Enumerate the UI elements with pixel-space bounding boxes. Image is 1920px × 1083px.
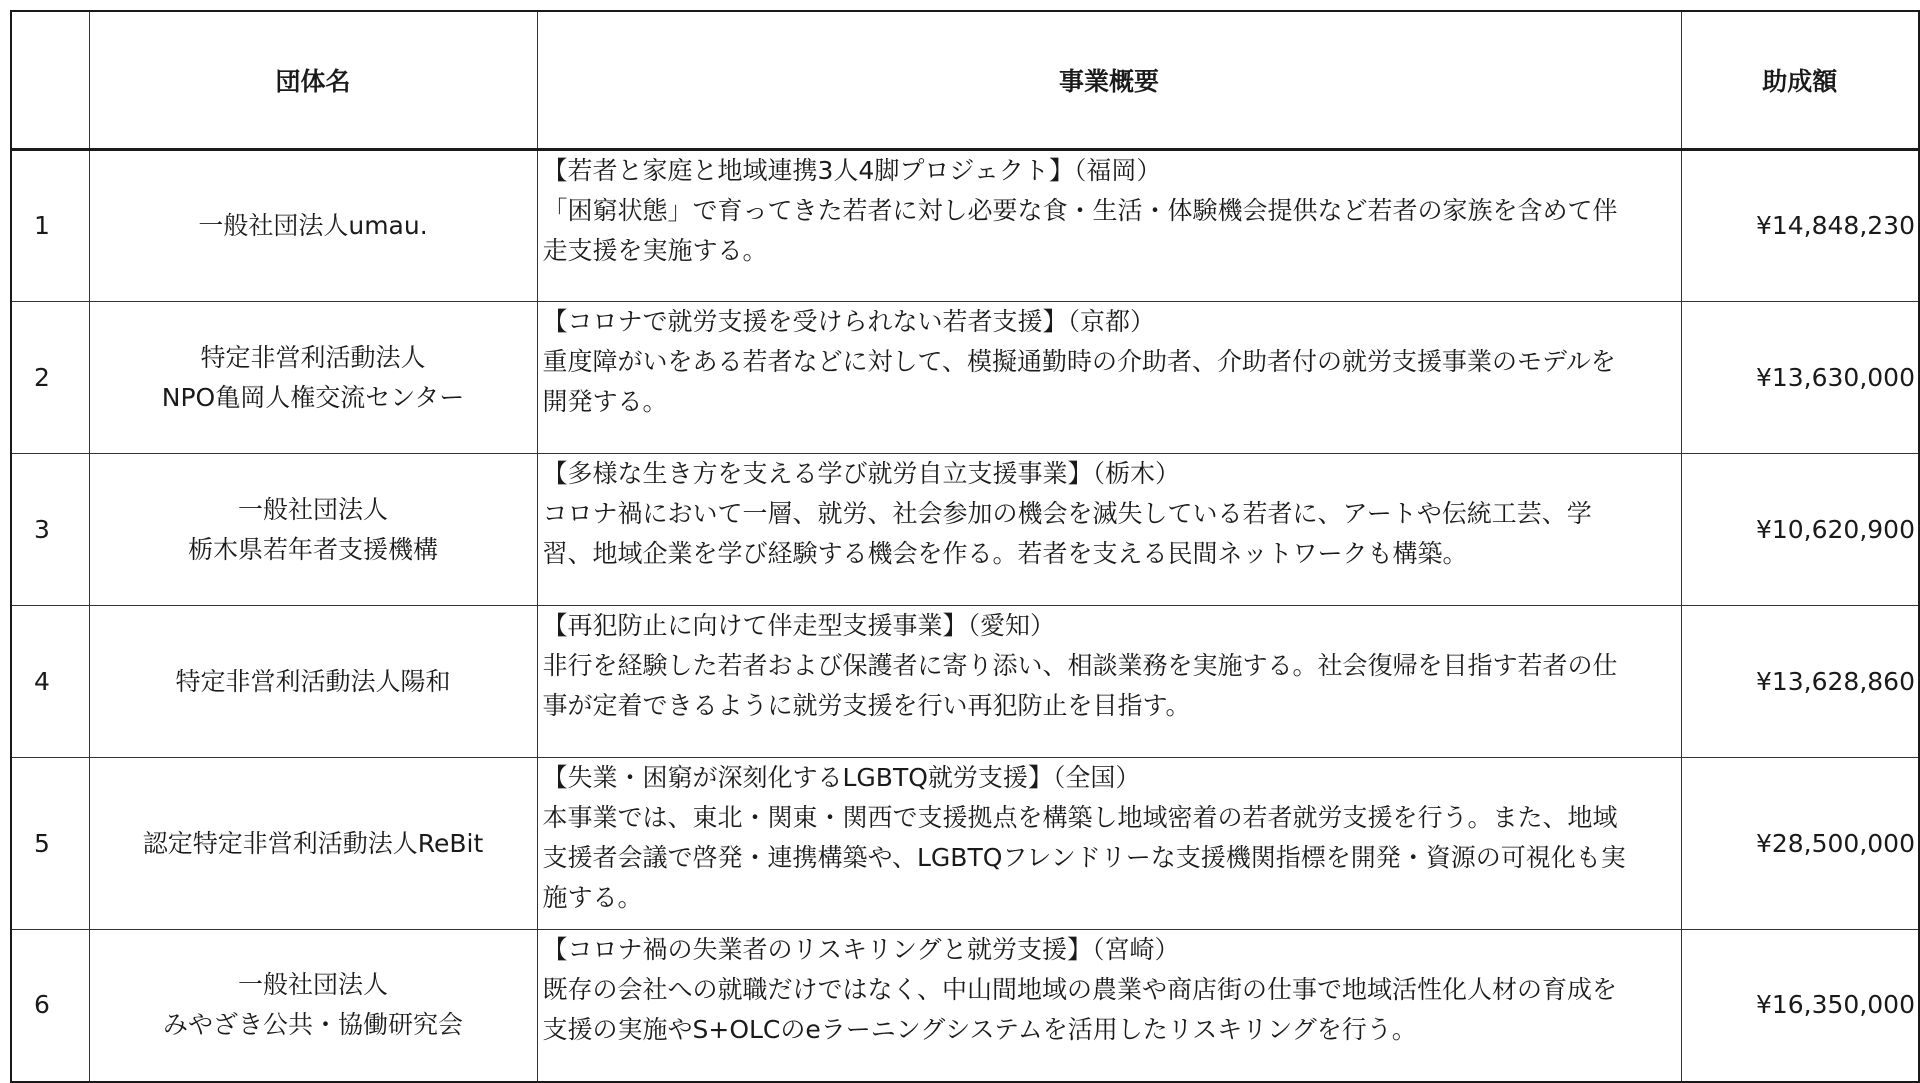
- amount-cell: ¥13,628,860: [1681, 606, 1919, 758]
- summary-text-line: 既存の会社への就職だけではなく、中山間地域の農業や商店街の仕事で地域活性化人材の育成を: [542, 975, 1618, 1004]
- row-number: 4: [11, 606, 89, 758]
- header-no: [11, 11, 89, 150]
- table-row: [11, 758, 1919, 930]
- summary-cell: [537, 758, 1681, 930]
- amount-cell: ¥28,500,000: [1681, 758, 1919, 930]
- org-name-line: 認定特定非営利活動法人ReBit: [142, 828, 484, 858]
- org-name-cell: [89, 150, 537, 302]
- header-amount: 助成額: [1681, 11, 1919, 150]
- summary-title: 【多様な生き方を支える学び就労自立支援事業】（栃木）: [542, 459, 1181, 488]
- summary-text-line: 事が定着できるように就労支援を行い再犯防止を目指す。: [542, 691, 1191, 720]
- summary-cell: [537, 150, 1681, 302]
- summary-text-line: 習、地域企業を学び経験する機会を作る。若者を支える民間ネットワークも構築。: [542, 539, 1468, 568]
- summary-title: 【コロナで就労支援を受けられない若者支援】（京都）: [542, 307, 1156, 336]
- table-row: [11, 150, 1919, 302]
- summary-cell: [537, 454, 1681, 606]
- summary-title: 【若者と家庭と地域連携3人4脚プロジェクト】（福岡）: [542, 156, 1162, 185]
- org-name-line: 一般社団法人: [237, 494, 388, 524]
- table-row: [11, 606, 1919, 758]
- table-row: [11, 930, 1919, 1082]
- org-name-cell: [89, 606, 537, 758]
- summary-text-line: 「困窮状態」で育ってきた若者に対し必要な食・生活・体験機会提供など若者の家族を含めて伴: [542, 196, 1618, 225]
- org-name-cell: [89, 930, 537, 1082]
- summary-cell: [537, 930, 1681, 1082]
- org-name-line: 一般社団法人: [237, 970, 388, 1000]
- row-number: 6: [11, 930, 89, 1082]
- header-summary: 事業概要: [537, 11, 1681, 150]
- org-name-line: みやざき公共・協働研究会: [162, 1010, 463, 1040]
- summary-text-line: 支援者会議で啓発・連携構築や、LGBTQフレンドリーな支援機関指標を開発・資源の可視化も実: [542, 843, 1626, 872]
- summary-text-line: 走支援を実施する。: [542, 236, 768, 265]
- summary-title: 【失業・困窮が深刻化するLGBTQ就労支援】（全国）: [542, 763, 1141, 792]
- org-name-line: 特定非営利活動法人陽和: [175, 666, 451, 696]
- amount-cell: ¥16,350,000: [1681, 930, 1919, 1082]
- summary-cell: [537, 302, 1681, 454]
- org-name-cell: [89, 454, 537, 606]
- row-number: 2: [11, 302, 89, 454]
- summary-text-line: 支援の実施やS+OLCのeラーニングシステムを活用したリスキリングを行う。: [542, 1015, 1417, 1044]
- header-row: [11, 11, 1919, 150]
- summary-text-line: 非行を経験した若者および保護者に寄り添い、相談業務を実施する。社会復帰を目指す若者の仕: [542, 651, 1618, 680]
- row-number: 5: [11, 758, 89, 930]
- summary-title: 【コロナ禍の失業者のリスキリングと就労支援】（宮崎）: [542, 935, 1180, 964]
- org-name-line: NPO亀岡人権交流センター: [161, 382, 465, 412]
- row-number: 3: [11, 454, 89, 606]
- row-number: 1: [11, 150, 89, 302]
- org-name-line: 一般社団法人umau.: [198, 211, 428, 240]
- org-name-line: 特定非営利活動法人: [200, 342, 426, 372]
- summary-title: 【再犯防止に向けて伴走型支援事業】（愛知）: [542, 611, 1056, 640]
- grant-table: [10, 10, 1920, 1083]
- table-row: [11, 454, 1919, 606]
- amount-cell: ¥14,848,230: [1681, 150, 1919, 302]
- summary-cell: [537, 606, 1681, 758]
- summary-text-line: 施する。: [542, 883, 643, 912]
- amount-cell: ¥13,630,000: [1681, 302, 1919, 454]
- grant-table-container: [10, 10, 1918, 1078]
- header-org-name: 団体名: [89, 11, 537, 150]
- org-name-line: 栃木県若年者支援機構: [187, 534, 438, 564]
- org-name-cell: [89, 758, 537, 930]
- org-name-cell: [89, 302, 537, 454]
- summary-text-line: 本事業では、東北・関東・関西で支援拠点を構築し地域密着の若者就労支援を行う。また、地域: [542, 803, 1618, 832]
- table-row: [11, 302, 1919, 454]
- amount-cell: ¥10,620,900: [1681, 454, 1919, 606]
- summary-text-line: コロナ禍において一層、就労、社会参加の機会を滅失している若者に、アートや伝統工芸、学: [542, 499, 1592, 528]
- summary-text-line: 開発する。: [542, 387, 668, 416]
- summary-text-line: 重度障がいをある若者などに対して、模擬通勤時の介助者、介助者付の就労支援事業のモデルを: [542, 347, 1616, 376]
